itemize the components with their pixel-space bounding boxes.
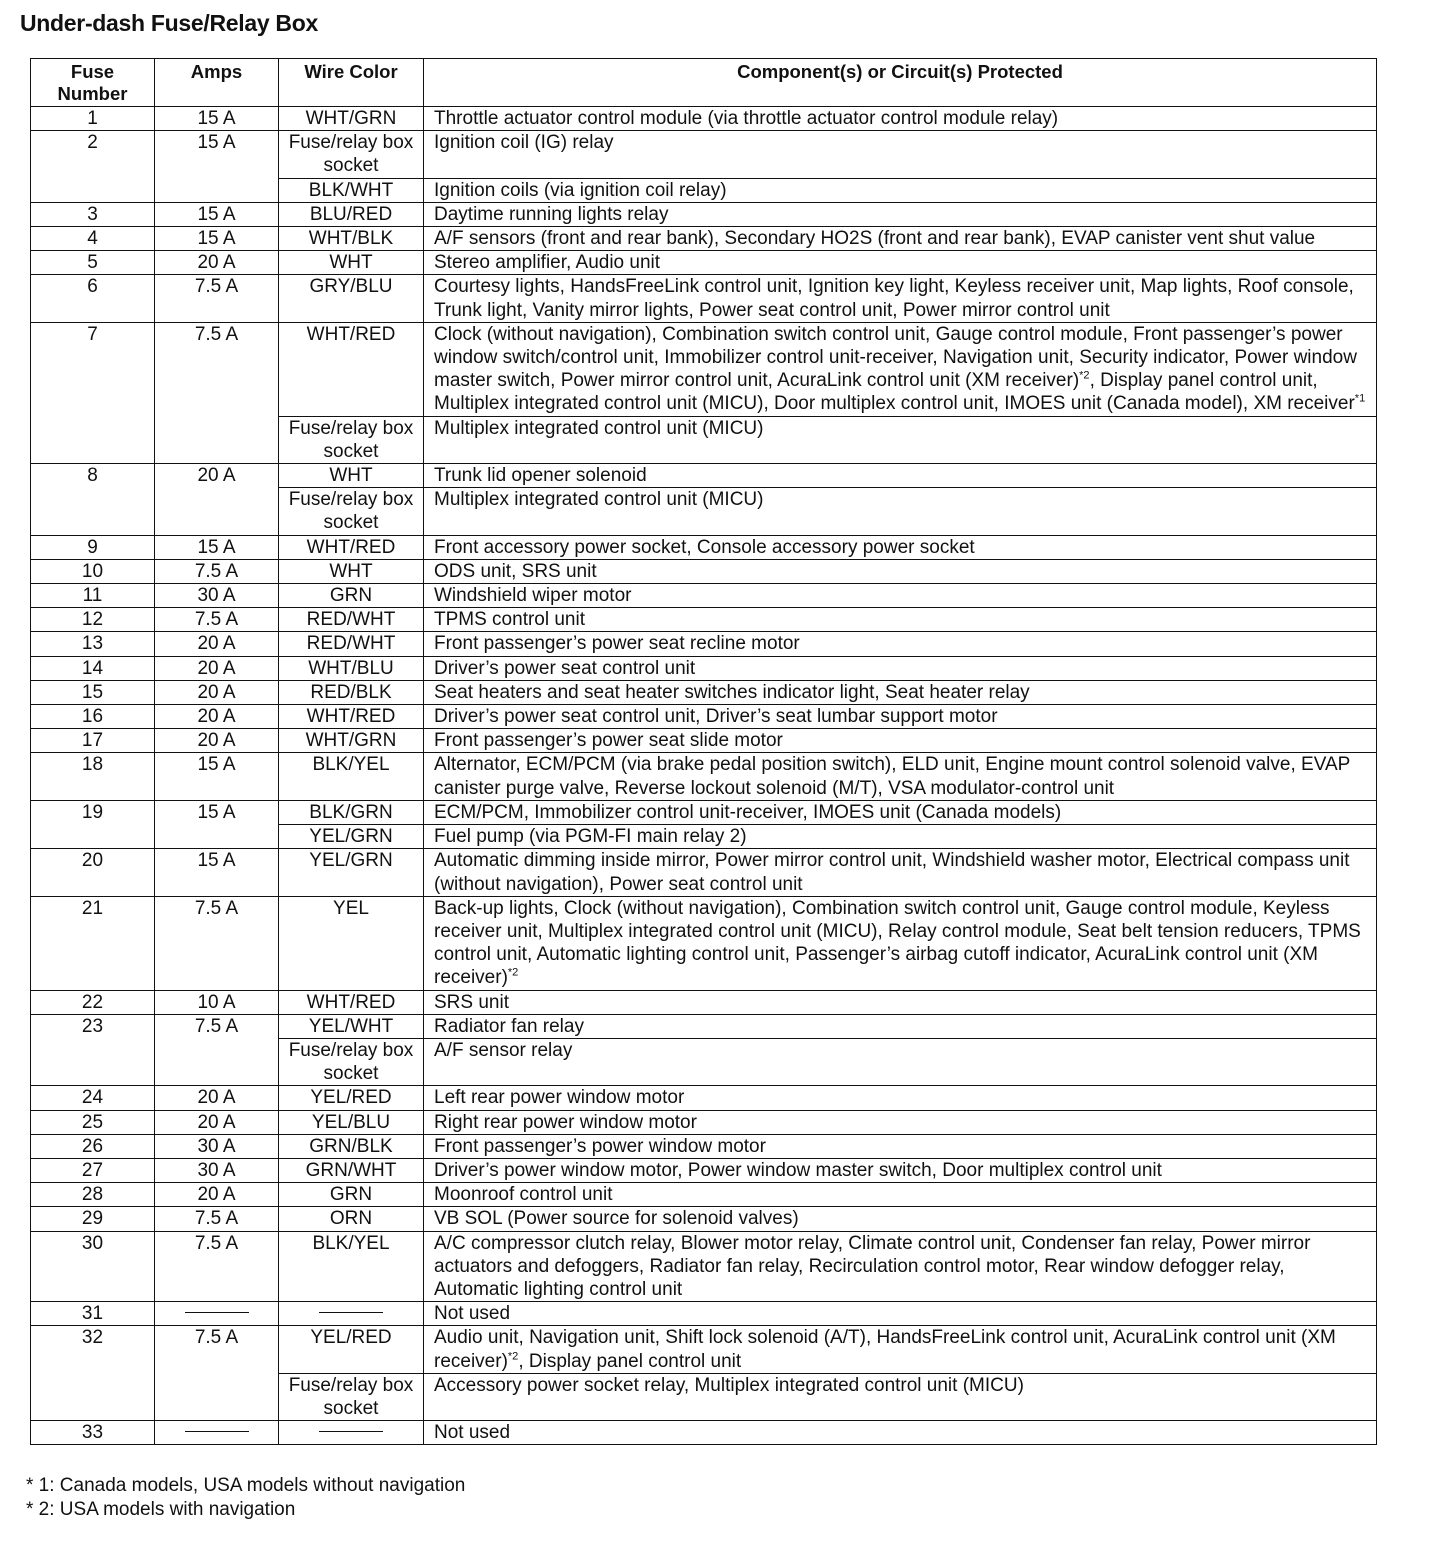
component-cell <box>424 705 1377 729</box>
wire-color-cell: YEL/GRN <box>279 849 424 896</box>
component-text: Accessory power socket relay, Multiplex integrated control unit (MICU) <box>434 1374 1024 1396</box>
component-cell <box>424 1326 1377 1373</box>
amps-cell: 20 A <box>155 632 279 656</box>
amps-cell: 7.5 A <box>155 1231 279 1302</box>
fuse-number-cell: 9 <box>31 535 155 559</box>
wire-color-cell <box>279 1421 424 1445</box>
footnote-1: * 1: Canada models, USA models without navigation <box>26 1475 466 1496</box>
fuse-number-cell: 6 <box>31 275 155 322</box>
component-text: Left rear power window motor <box>434 1087 685 1109</box>
fuse-number-cell: 23 <box>31 1014 155 1086</box>
table-row <box>31 322 1377 416</box>
fuse-number-cell: 14 <box>31 656 155 680</box>
fuse-number-cell: 29 <box>31 1207 155 1231</box>
component-text-continued: , Display panel control unit, Multiplex integrated control unit (MICU), Door multiplex control unit, IMOES unit (Canada model), XM receiver <box>434 370 1355 415</box>
component-text: Radiator fan relay <box>434 1015 584 1037</box>
component-text: Daytime running lights relay <box>434 203 669 225</box>
table-row <box>31 656 1377 680</box>
fuse-number-cell: 12 <box>31 608 155 632</box>
amps-cell: 7.5 A <box>155 896 279 990</box>
amps-cell: 20 A <box>155 251 279 275</box>
empty-dash <box>185 1312 249 1313</box>
wire-color-cell: BLK/WHT <box>279 178 424 202</box>
fuse-number-cell: 21 <box>31 896 155 990</box>
footnote-marker: *1 <box>1354 393 1366 406</box>
component-cell <box>424 559 1377 583</box>
table-row <box>31 107 1377 131</box>
wire-color-cell: WHT/GRN <box>279 107 424 131</box>
component-cell <box>424 1158 1377 1182</box>
component-cell <box>424 464 1377 488</box>
wire-color-cell: YEL/RED <box>279 1326 424 1373</box>
wire-color-cell: YEL <box>279 896 424 990</box>
component-text: VB SOL (Power source for solenoid valves) <box>434 1208 799 1230</box>
amps-cell: 7.5 A <box>155 1326 279 1421</box>
component-cell <box>424 488 1377 535</box>
fuse-number-cell: 18 <box>31 753 155 800</box>
component-text: Front passenger’s power window motor <box>434 1135 766 1157</box>
table-row <box>31 1014 1377 1038</box>
component-cell <box>424 1421 1377 1445</box>
component-cell <box>424 1038 1377 1085</box>
wire-color-cell: WHT/RED <box>279 990 424 1014</box>
empty-dash <box>185 1431 249 1432</box>
amps-cell: 7.5 A <box>155 322 279 463</box>
wire-color-cell: WHT <box>279 559 424 583</box>
fuse-number-cell: 13 <box>31 632 155 656</box>
fuse-number-cell: 16 <box>31 705 155 729</box>
table-header-row <box>31 59 1377 107</box>
fuse-table-body <box>31 107 1377 1445</box>
table-row <box>31 729 1377 753</box>
amps-cell: 15 A <box>155 535 279 559</box>
wire-color-cell: Fuse/relay box socket <box>279 131 424 178</box>
footnote-marker: *2 <box>507 966 519 979</box>
component-cell <box>424 1134 1377 1158</box>
component-cell <box>424 202 1377 226</box>
table-row <box>31 1183 1377 1207</box>
fuse-number-cell: 4 <box>31 227 155 251</box>
component-text: A/F sensor relay <box>434 1039 573 1061</box>
wire-color-cell: Fuse/relay box socket <box>279 1373 424 1420</box>
wire-color-cell: WHT/RED <box>279 322 424 416</box>
wire-color-cell: YEL/GRN <box>279 825 424 849</box>
fuse-number-cell: 2 <box>31 131 155 203</box>
component-text: Courtesy lights, HandsFreeLink control unit, Ignition key light, Keyless receiver unit, Map lights, Roof console, Trunk light, Vanity mirror lights, Power seat control unit, Power mirror control unit <box>434 276 1354 321</box>
wire-color-cell: WHT/RED <box>279 535 424 559</box>
component-text: Audio unit, Navigation unit, Shift lock solenoid (A/T), HandsFreeLink control unit, AcuraLink control unit (XM receiver) <box>434 1327 1336 1372</box>
component-text: Automatic dimming inside mirror, Power mirror control unit, Windshield washer motor, Electrical compass unit (without navigation), Power seat control unit <box>434 850 1350 895</box>
wire-color-cell: Fuse/relay box socket <box>279 488 424 535</box>
wire-color-cell: RED/BLK <box>279 680 424 704</box>
wire-color-cell: ORN <box>279 1207 424 1231</box>
table-row <box>31 849 1377 896</box>
footnote-marker: *2 <box>1079 369 1090 382</box>
fuse-number-cell: 5 <box>31 251 155 275</box>
component-text: Windshield wiper motor <box>434 585 632 607</box>
page-title: Under-dash Fuse/Relay Box <box>20 10 318 36</box>
component-text: Seat heaters and seat heater switches indicator light, Seat heater relay <box>434 681 1030 703</box>
table-row <box>31 705 1377 729</box>
component-cell <box>424 1014 1377 1038</box>
wire-color-cell: WHT/GRN <box>279 729 424 753</box>
component-cell <box>424 680 1377 704</box>
wire-color-cell: BLK/YEL <box>279 753 424 800</box>
fuse-number-cell: 8 <box>31 464 155 536</box>
amps-cell: 30 A <box>155 584 279 608</box>
wire-color-cell: Fuse/relay box socket <box>279 416 424 463</box>
fuse-number-cell: 22 <box>31 990 155 1014</box>
amps-cell: 15 A <box>155 202 279 226</box>
amps-cell: 15 A <box>155 131 279 203</box>
component-cell <box>424 251 1377 275</box>
wire-color-cell: BLK/GRN <box>279 800 424 824</box>
header-component: Component(s) or Circuit(s) Protected <box>424 59 1377 107</box>
table-row <box>31 632 1377 656</box>
header-wire-color: Wire Color <box>279 59 424 107</box>
component-cell <box>424 1302 1377 1326</box>
amps-cell: 20 A <box>155 1086 279 1110</box>
component-text-continued: , Display panel control unit <box>518 1350 742 1372</box>
amps-cell <box>155 1421 279 1445</box>
component-cell <box>424 107 1377 131</box>
wire-color-cell: GRN/WHT <box>279 1158 424 1182</box>
wire-color-cell: YEL/BLU <box>279 1110 424 1134</box>
table-row <box>31 464 1377 488</box>
fuse-number-cell: 19 <box>31 800 155 848</box>
amps-cell: 20 A <box>155 1183 279 1207</box>
amps-cell: 20 A <box>155 464 279 536</box>
table-row <box>31 559 1377 583</box>
amps-cell: 7.5 A <box>155 608 279 632</box>
component-text: Moonroof control unit <box>434 1184 613 1206</box>
component-cell <box>424 535 1377 559</box>
wire-color-cell: RED/WHT <box>279 608 424 632</box>
wire-color-cell: Fuse/relay box socket <box>279 1038 424 1085</box>
table-row <box>31 608 1377 632</box>
component-text: Ignition coil (IG) relay <box>434 132 614 154</box>
component-text: Front accessory power socket, Console accessory power socket <box>434 536 975 558</box>
wire-color-cell: YEL/RED <box>279 1086 424 1110</box>
wire-color-cell: BLK/YEL <box>279 1231 424 1302</box>
component-cell <box>424 753 1377 800</box>
amps-cell: 10 A <box>155 990 279 1014</box>
component-text: Back-up lights, Clock (without navigation), Combination switch control unit, Gauge control module, Keyless receiver unit, Multiplex integrated control unit (MICU), Relay control module, Seat belt tension reducers, TPMS control unit, Automatic lighting control unit, Passenger’s airbag cutoff indicator, AcuraLink control unit (XM receiver) <box>434 897 1361 989</box>
component-text: Trunk lid opener solenoid <box>434 465 647 487</box>
component-cell <box>424 322 1377 416</box>
component-text: SRS unit <box>434 991 509 1013</box>
table-row <box>31 680 1377 704</box>
component-text: Driver’s power window motor, Power window master switch, Door multiplex control unit <box>434 1159 1162 1181</box>
empty-dash <box>319 1312 383 1313</box>
table-row <box>31 275 1377 322</box>
component-text: Driver’s power seat control unit, Driver’s seat lumbar support motor <box>434 706 998 728</box>
fuse-number-cell: 26 <box>31 1134 155 1158</box>
table-row <box>31 990 1377 1014</box>
amps-cell: 15 A <box>155 227 279 251</box>
component-text: Throttle actuator control module (via throttle actuator control module relay) <box>434 108 1059 129</box>
component-cell <box>424 632 1377 656</box>
component-cell <box>424 178 1377 202</box>
component-cell <box>424 608 1377 632</box>
amps-cell: 20 A <box>155 656 279 680</box>
fuse-number-cell: 32 <box>31 1326 155 1421</box>
component-cell <box>424 729 1377 753</box>
wire-color-cell: WHT/RED <box>279 705 424 729</box>
component-text: ODS unit, SRS unit <box>434 560 597 582</box>
table-row <box>31 1110 1377 1134</box>
table-row <box>31 1086 1377 1110</box>
component-text: Ignition coils (via ignition coil relay) <box>434 179 727 201</box>
component-cell <box>424 131 1377 178</box>
table-row <box>31 535 1377 559</box>
component-cell <box>424 656 1377 680</box>
wire-color-cell: BLU/RED <box>279 202 424 226</box>
component-cell <box>424 849 1377 896</box>
component-cell <box>424 584 1377 608</box>
component-text: Fuel pump (via PGM-FI main relay 2) <box>434 826 747 848</box>
wire-color-cell: GRN/BLK <box>279 1134 424 1158</box>
table-row <box>31 251 1377 275</box>
component-text: ECM/PCM, Immobilizer control unit-receiver, IMOES unit (Canada models) <box>434 801 1062 823</box>
table-row <box>31 896 1377 990</box>
amps-cell: 15 A <box>155 800 279 848</box>
component-cell <box>424 1373 1377 1420</box>
component-text: Multiplex integrated control unit (MICU) <box>434 489 764 511</box>
wire-color-cell <box>279 1302 424 1326</box>
component-text: Front passenger’s power seat slide motor <box>434 730 783 752</box>
fuse-number-cell: 28 <box>31 1183 155 1207</box>
table-row <box>31 1302 1377 1326</box>
amps-cell: 15 A <box>155 753 279 800</box>
amps-cell: 20 A <box>155 729 279 753</box>
amps-cell: 30 A <box>155 1134 279 1158</box>
table-row <box>31 584 1377 608</box>
table-row <box>31 1134 1377 1158</box>
footnote-marker: *2 <box>507 1350 519 1363</box>
component-cell <box>424 896 1377 990</box>
fuse-number-cell: 27 <box>31 1158 155 1182</box>
table-row <box>31 1231 1377 1302</box>
table-row <box>31 1207 1377 1231</box>
footnote-2: * 2: USA models with navigation <box>26 1499 296 1520</box>
fuse-number-cell: 10 <box>31 559 155 583</box>
component-cell <box>424 1207 1377 1231</box>
fuse-number-cell: 11 <box>31 584 155 608</box>
fuse-number-cell: 15 <box>31 680 155 704</box>
amps-cell: 7.5 A <box>155 275 279 322</box>
component-cell <box>424 990 1377 1014</box>
header-amps: Amps <box>155 59 279 107</box>
amps-cell: 20 A <box>155 680 279 704</box>
empty-dash <box>319 1431 383 1432</box>
fuse-number-cell: 33 <box>31 1421 155 1445</box>
component-text: Alternator, ECM/PCM (via brake pedal position switch), ELD unit, Engine mount control solenoid valve, EVAP canister purge valve, Reverse lockout solenoid (M/T), VSA modulator-control unit <box>434 754 1350 799</box>
component-text: A/F sensors (front and rear bank), Secondary HO2S (front and rear bank), EVAP canister vent shut value <box>434 228 1316 250</box>
amps-cell: 15 A <box>155 849 279 896</box>
table-row <box>31 131 1377 178</box>
amps-cell: 20 A <box>155 1110 279 1134</box>
fuse-table <box>30 58 1377 1445</box>
amps-cell: 15 A <box>155 107 279 131</box>
fuse-number-cell: 30 <box>31 1231 155 1302</box>
component-text: Multiplex integrated control unit (MICU) <box>434 417 764 439</box>
wire-color-cell: WHT <box>279 464 424 488</box>
component-text: Not used <box>434 1303 511 1325</box>
component-cell <box>424 1231 1377 1302</box>
component-cell <box>424 275 1377 322</box>
component-cell <box>424 227 1377 251</box>
component-text: Driver’s power seat control unit <box>434 657 696 679</box>
component-cell <box>424 1110 1377 1134</box>
component-text: A/C compressor clutch relay, Blower motor relay, Climate control unit, Condenser fan relay, Power mirror actuators and defoggers, Radiator fan relay, Recirculation control motor, Rear window defogger relay, Automatic lighting control unit <box>434 1232 1311 1300</box>
table-row <box>31 753 1377 800</box>
table-row <box>31 800 1377 824</box>
component-cell <box>424 1183 1377 1207</box>
component-cell <box>424 1086 1377 1110</box>
component-text: TPMS control unit <box>434 609 585 631</box>
wire-color-cell: GRY/BLU <box>279 275 424 322</box>
amps-cell: 7.5 A <box>155 1014 279 1086</box>
table-row <box>31 227 1377 251</box>
component-text: Right rear power window motor <box>434 1111 697 1133</box>
wire-color-cell: WHT <box>279 251 424 275</box>
header-fuse-number: Fuse Number <box>31 59 155 107</box>
component-cell <box>424 800 1377 824</box>
footnotes <box>26 1474 465 1522</box>
component-text: Front passenger’s power seat recline motor <box>434 633 800 655</box>
amps-cell: 20 A <box>155 705 279 729</box>
fuse-number-cell: 17 <box>31 729 155 753</box>
table-row <box>31 1421 1377 1445</box>
table-row <box>31 202 1377 226</box>
component-cell <box>424 416 1377 463</box>
wire-color-cell: GRN <box>279 1183 424 1207</box>
component-text: Clock (without navigation), Combination switch control unit, Gauge control module, Front passenger’s power window switch/control unit, Immobilizer control unit-receiver, Navigation unit, Security indicator, Power window master switch, Power mirror control unit, AcuraLink control unit (XM receiver) <box>434 323 1357 392</box>
wire-color-cell: RED/WHT <box>279 632 424 656</box>
wire-color-cell: YEL/WHT <box>279 1014 424 1038</box>
fuse-number-cell: 24 <box>31 1086 155 1110</box>
fuse-number-cell: 7 <box>31 322 155 463</box>
fuse-number-cell: 3 <box>31 202 155 226</box>
wire-color-cell: GRN <box>279 584 424 608</box>
fuse-number-cell: 31 <box>31 1302 155 1326</box>
wire-color-cell: WHT/BLU <box>279 656 424 680</box>
fuse-number-cell: 25 <box>31 1110 155 1134</box>
component-text: Stereo amplifier, Audio unit <box>434 252 661 274</box>
fuse-number-cell: 20 <box>31 849 155 896</box>
component-cell <box>424 825 1377 849</box>
amps-cell: 7.5 A <box>155 1207 279 1231</box>
wire-color-cell: WHT/BLK <box>279 227 424 251</box>
table-row <box>31 1158 1377 1182</box>
amps-cell: 30 A <box>155 1158 279 1182</box>
amps-cell <box>155 1302 279 1326</box>
table-row <box>31 1326 1377 1373</box>
amps-cell: 7.5 A <box>155 559 279 583</box>
fuse-number-cell: 1 <box>31 107 155 131</box>
component-text: Not used <box>434 1422 511 1444</box>
